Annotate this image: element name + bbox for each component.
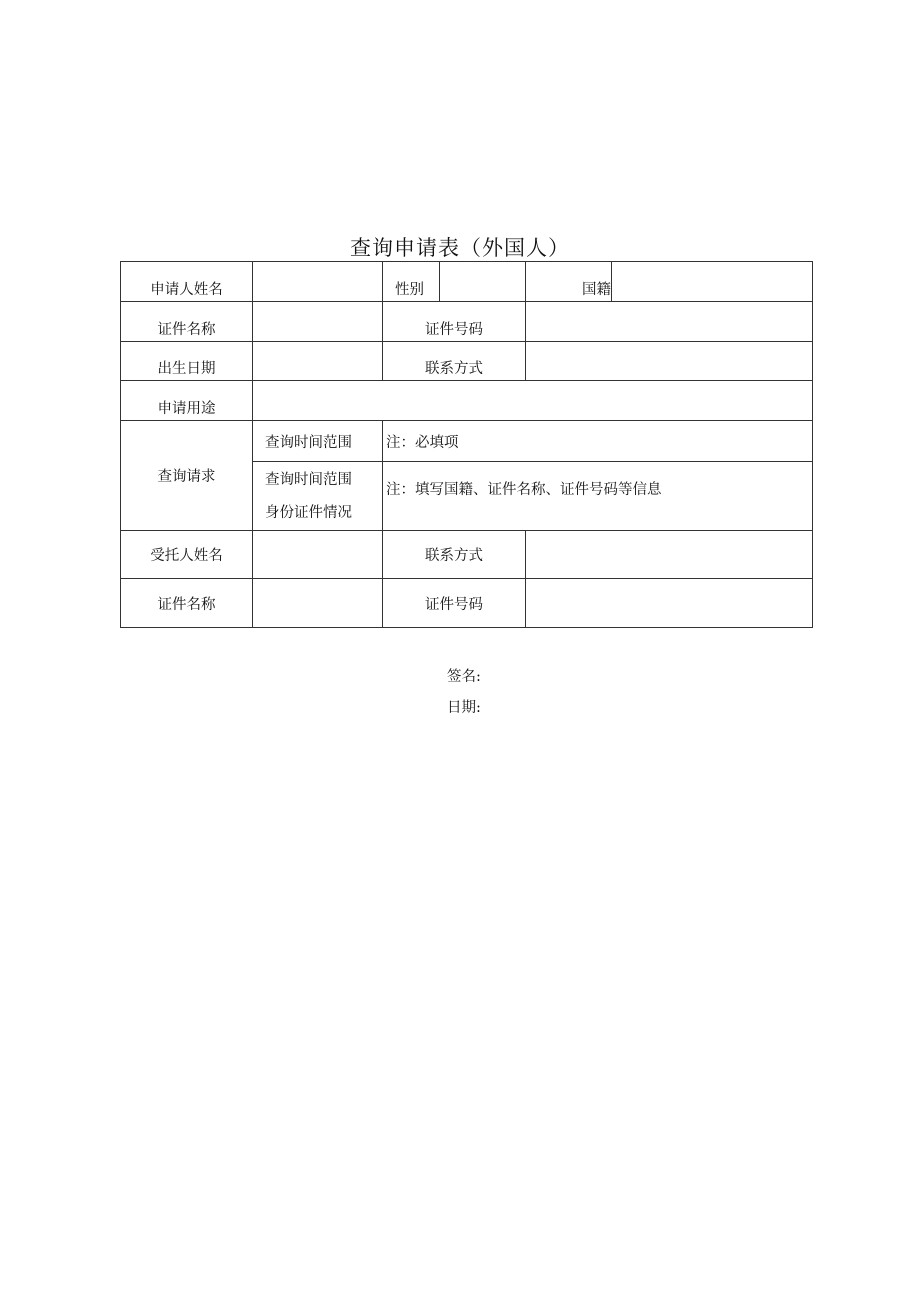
id-name-label: 证件名称 (121, 302, 253, 342)
trustee-id-number-label: 证件号码 (383, 579, 526, 628)
query-range-id-cell (253, 462, 383, 531)
id-number-label: 证件号码 (383, 302, 526, 342)
trustee-id-name-label: 证件名称 (121, 579, 253, 628)
gender-field[interactable] (440, 262, 526, 302)
applicant-name-field[interactable] (253, 262, 383, 302)
query-range-label-2: 查询时间范围 (265, 472, 352, 488)
trustee-name-label: 受托人姓名 (121, 531, 253, 579)
trustee-name-field[interactable] (253, 531, 383, 579)
birth-date-field[interactable] (253, 342, 383, 381)
table-row (121, 421, 813, 462)
table-row (121, 531, 813, 579)
contact-label: 联系方式 (383, 342, 526, 381)
table-row (121, 579, 813, 628)
nationality-field[interactable] (612, 262, 813, 302)
trustee-contact-label: 联系方式 (383, 531, 526, 579)
trustee-id-number-field[interactable] (526, 579, 813, 628)
query-range-note-2[interactable]: 注：填写国籍、证件名称、证件号码等信息 (383, 462, 813, 531)
trustee-contact-field[interactable] (526, 531, 813, 579)
purpose-label: 申请用途 (121, 381, 253, 421)
applicant-name-label: 申请人姓名 (121, 262, 253, 302)
id-name-field[interactable] (253, 302, 383, 342)
table-row (121, 381, 813, 421)
query-request-label: 查询请求 (121, 421, 253, 531)
table-row (121, 302, 813, 342)
id-number-field[interactable] (526, 302, 813, 342)
gender-label: 性别 (383, 262, 440, 302)
contact-field[interactable] (526, 342, 813, 381)
table-row (121, 262, 813, 302)
application-form-table (120, 261, 813, 628)
query-range-label-1: 查询时间范围 (253, 421, 383, 462)
birth-date-label: 出生日期 (121, 342, 253, 381)
purpose-field[interactable] (253, 381, 813, 421)
query-range-note-1[interactable]: 注：必填项 (383, 421, 813, 462)
table-row (121, 342, 813, 381)
page-title: 查询申请表（外国人） (350, 236, 570, 260)
signature-label: 签名: (447, 669, 481, 685)
nationality-label: 国籍 (526, 262, 612, 302)
trustee-id-name-field[interactable] (253, 579, 383, 628)
date-label: 日期: (447, 700, 481, 716)
id-status-label: 身份证件情况 (265, 505, 352, 521)
